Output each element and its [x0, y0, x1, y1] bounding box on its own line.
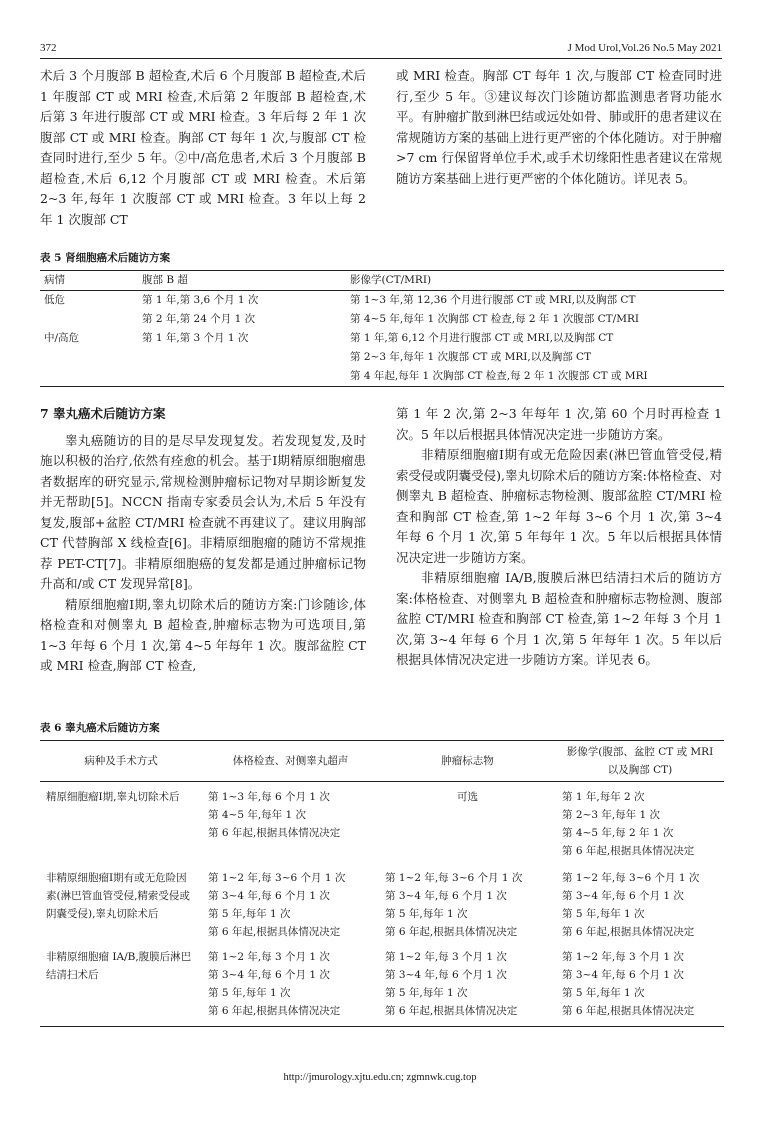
cell-line: 第 5 年,每年 1 次 — [385, 908, 468, 920]
table-row — [40, 782, 724, 862]
cell-line: 第 1~2 年,每 3~6 个月 1 次 — [562, 872, 700, 884]
table-cell — [202, 861, 379, 942]
page-number: 372 — [40, 42, 57, 54]
table-cell: 第 2~3 年,每年 1 次腹部 CT 或 MRI,以及胸部 CT — [350, 351, 592, 363]
cell-line: 第 1 年,每年 2 次 — [562, 791, 645, 803]
body-text: 睾丸癌随访的目的是尽早发现复发。若发现复发,及时施以积极的治疗,依然有痊愈的机会。基于Ⅰ期精原细胞瘤患者数据库的研究显示,常规检测肿瘤标记物对早期诊断复发并无帮助[5]。NCCN 指南专家委员会认为,术后 5 年没有复发,腹部+盆腔 CT/MRI 检查就不再建议了。建议用胸部 CT 代替胸部 X 线检查[6]。非精原细胞瘤的随访不常规推荐 PET-CT[7]。非精原细胞癌的复发都是通过肿瘤标记物升高和/或 CT 发现异常[8]。 — [40, 432, 366, 591]
table-cell — [40, 367, 138, 387]
table-cell — [556, 942, 724, 1027]
section-heading: 7 睾丸癌术后随访方案 — [40, 406, 166, 421]
body-text: 精原细胞瘤Ⅰ期,睾丸切除术后的随访方案:门诊随诊,体格检查和对侧睾丸 B 超检查,肿瘤标志物为可选项目,第 1~3 年每 6 个月 1 次,第 4~5 年每年 1 次。腹部盆腔 CT 或 MRI 检查,胸部 CT 检查, — [40, 596, 366, 673]
table-row — [40, 310, 724, 329]
table-cell: 低危 — [44, 294, 65, 306]
table-cell: 第 1 年,第 3,6 个月 1 次 — [142, 294, 259, 306]
table-cell — [138, 367, 346, 387]
cell-line: 第 6 年起,根据具体情况决定 — [562, 1005, 695, 1017]
cell-line: 第 5 年,每年 1 次 — [385, 987, 468, 999]
table-cell: 第 1 年,第 6,12 个月进行腹部 CT 或 MRI,以及胸部 CT — [350, 332, 614, 344]
table-row — [40, 348, 724, 367]
table-cell: 第 1 年,第 3 个月 1 次 — [142, 332, 249, 344]
cell-line: 第 2~3 年,每年 1 次 — [562, 809, 661, 821]
section7-left-column — [40, 404, 366, 677]
cell-line: 第 5 年,每年 1 次 — [208, 908, 291, 920]
table-row — [40, 942, 724, 1027]
table-cell — [40, 310, 138, 329]
body-text: 或 MRI 检查。胸部 CT 每年 1 次,与腹部 CT 检查同时进行,至少 5 年。③建议每次门诊随访都监测患者肾功能水平。有肿瘤扩散到淋巴结或远处如骨、肺或肝的患者建议在常规随访方案的基础上进行更严密的个体化随访。对于肿瘤>7 cm 行保留肾单位手术,或手术切缘阳性患者建议在常规随访方案基础上进行更严密的个体化随访。详见表 5。 — [396, 68, 722, 186]
table6 — [40, 740, 724, 1027]
table-cell — [138, 348, 346, 367]
table-row — [40, 861, 724, 942]
table5-caption: 表 5 肾细胞癌术后随访方案 — [40, 252, 171, 264]
cell-line: 第 3~4 年,每 6 个月 1 次 — [385, 890, 507, 902]
cell-line: 第 1~3 年,每 6 个月 1 次 — [208, 791, 330, 803]
table5-header: 病情 — [40, 271, 138, 291]
footer-urls: http://jmurology.xjtu.edu.cn; zgmnwk.cug.top — [283, 1072, 477, 1083]
table-cell — [556, 861, 724, 942]
cell-line: 第 4~5 年,每 2 年 1 次 — [562, 827, 674, 839]
cell-line: 第 6 年起,根据具体情况决定 — [208, 827, 341, 839]
cell-line: 第 1~2 年,每 3~6 个月 1 次 — [208, 872, 346, 884]
table-cell: 非精原细胞瘤 IA/B,腹膜后淋巴结清扫术后 — [40, 942, 202, 1027]
cell-line: 第 1~2 年,每 3 个月 1 次 — [562, 951, 684, 963]
cell-line: 第 1~2 年,每 3 个月 1 次 — [208, 951, 330, 963]
table-cell — [379, 861, 556, 942]
table-cell: 中/高危 — [44, 332, 80, 344]
table5-header: 腹部 B 超 — [138, 271, 346, 291]
body-text: 术后 3 个月腹部 B 超检查,术后 6 个月腹部 B 超检查,术后 1 年腹部 CT 或 MRI 检查,术后第 2 年腹部 B 超检查,术后第 3 年进行腹部 CT 或 MRI 检查。3 年后每 2 年 1 次腹部 CT 或 MRI 检查。胸部 CT 每年 1 次,与腹部 CT 检查同时进行,至少 5 年。②中/高危患者,术后 3 个月腹部 B 超检查,术后 6,12 个月腹部 CT 或 MRI 检查。术后第 2~3 年,每年 1 次腹部 CT 或 MRI 检查。3 年以上每 2 年 1 次腹部 CT — [40, 68, 366, 227]
table-cell: 第 1~3 年,第 12,36 个月进行腹部 CT 或 MRI,以及胸部 CT — [350, 294, 636, 306]
cell-line: 第 1~2 年,每 3 个月 1 次 — [385, 951, 507, 963]
cell-line: 第 5 年,每年 1 次 — [208, 987, 291, 999]
table-cell — [202, 942, 379, 1027]
table6-header: 体格检查、对侧睾丸超声 — [202, 741, 379, 782]
cell-line: 第 3~4 年,每 6 个月 1 次 — [208, 969, 330, 981]
table-cell: 第 4~5 年,每年 1 次胸部 CT 检查,每 2 年 1 次腹部 CT/MRI — [350, 313, 640, 325]
table-cell: 非精原细胞瘤Ⅰ期有或无危险因素(淋巴管血管受侵,精索受侵或阴囊受侵),睾丸切除术后 — [46, 872, 190, 920]
table5-header: 影像学(CT/MRI) — [346, 271, 724, 291]
table-cell — [556, 782, 724, 862]
body-text: 第 1 年 2 次,第 2~3 年每年 1 次,第 60 个月时再检查 1 次。5 年以后根据具体情况决定进一步随访方案。 — [396, 406, 722, 442]
cell-line: 第 3~4 年,每 6 个月 1 次 — [562, 969, 684, 981]
cell-line: 第 1~2 年,每 3~6 个月 1 次 — [385, 872, 523, 884]
cell-line: 第 6 年起,根据具体情况决定 — [562, 926, 695, 938]
header-rule — [40, 58, 722, 59]
table-cell: 第 2 年,第 24 个月 1 次 — [142, 313, 256, 325]
top-left-column — [40, 66, 366, 230]
table-cell — [202, 782, 379, 862]
journal-header: J Mod Urol,Vol.26 No.5 May 2021 — [567, 42, 722, 54]
table-cell: 精原细胞瘤Ⅰ期,睾丸切除术后 — [46, 791, 180, 803]
table6-header: 病种及手术方式 — [40, 741, 202, 782]
table-cell — [40, 348, 138, 367]
body-text: 非精原细胞瘤 IA/B,腹膜后淋巴结清扫术后的随访方案:体格检查、对侧睾丸 B 超检查和肿瘤标志物检测、腹部盆腔 CT/MRI 检查和胸部 CT 检查,第 1~2 年每 3 个月 1 次,第 3~4 年每 6 个月 1 次,第 5 年每年 1 次。5 年以后根据具体情况决定进一步随访方案。详见表 6。 — [396, 570, 722, 667]
cell-line: 第 3~4 年,每 6 个月 1 次 — [562, 890, 684, 902]
table6-header: 影像学(腹部、盆腔 CT 或 MRI 以及胸部 CT) — [556, 741, 724, 782]
table-row — [40, 329, 724, 348]
cell-line: 可选 — [457, 791, 478, 803]
cell-line: 第 5 年,每年 1 次 — [562, 908, 645, 920]
table-row — [40, 291, 724, 311]
cell-line: 第 4~5 年,每年 1 次 — [208, 809, 307, 821]
cell-line: 第 6 年起,根据具体情况决定 — [208, 1005, 341, 1017]
cell-line: 第 6 年起,根据具体情况决定 — [208, 926, 341, 938]
cell-line: 第 6 年起,根据具体情况决定 — [562, 845, 695, 857]
table6-header: 肿瘤标志物 — [379, 741, 556, 782]
table6-caption: 表 6 睾丸癌术后随访方案 — [40, 722, 160, 734]
cell-line: 第 6 年起,根据具体情况决定 — [385, 1005, 518, 1017]
cell-line: 第 5 年,每年 1 次 — [562, 987, 645, 999]
table-cell — [379, 782, 556, 862]
table5 — [40, 270, 724, 387]
table-row — [40, 367, 724, 387]
cell-line: 第 3~4 年,每 6 个月 1 次 — [208, 890, 330, 902]
top-right-column — [396, 66, 722, 189]
table-cell — [379, 942, 556, 1027]
section7-right-column — [396, 404, 722, 671]
table-cell: 第 4 年起,每年 1 次胸部 CT 检查,每 2 年 1 次腹部 CT 或 MRI — [346, 367, 724, 387]
body-text: 非精原细胞瘤Ⅰ期有或无危险因素(淋巴管血管受侵,精索受侵或阴囊受侵),睾丸切除术后的随访方案:体格检查、对侧睾丸 B 超检查、肿瘤标志物检测、腹部盆腔 CT/MRI 检查和胸部 CT 检查,第 1~2 年每 3~6 个月 1 次,第 3~4 年每 6 个月 1 次,第 5 年每年 1 次。5 年以后根据具体情况决定进一步随访方案。 — [396, 447, 722, 565]
cell-line: 第 6 年起,根据具体情况决定 — [385, 926, 518, 938]
cell-line: 第 3~4 年,每 6 个月 1 次 — [385, 969, 507, 981]
